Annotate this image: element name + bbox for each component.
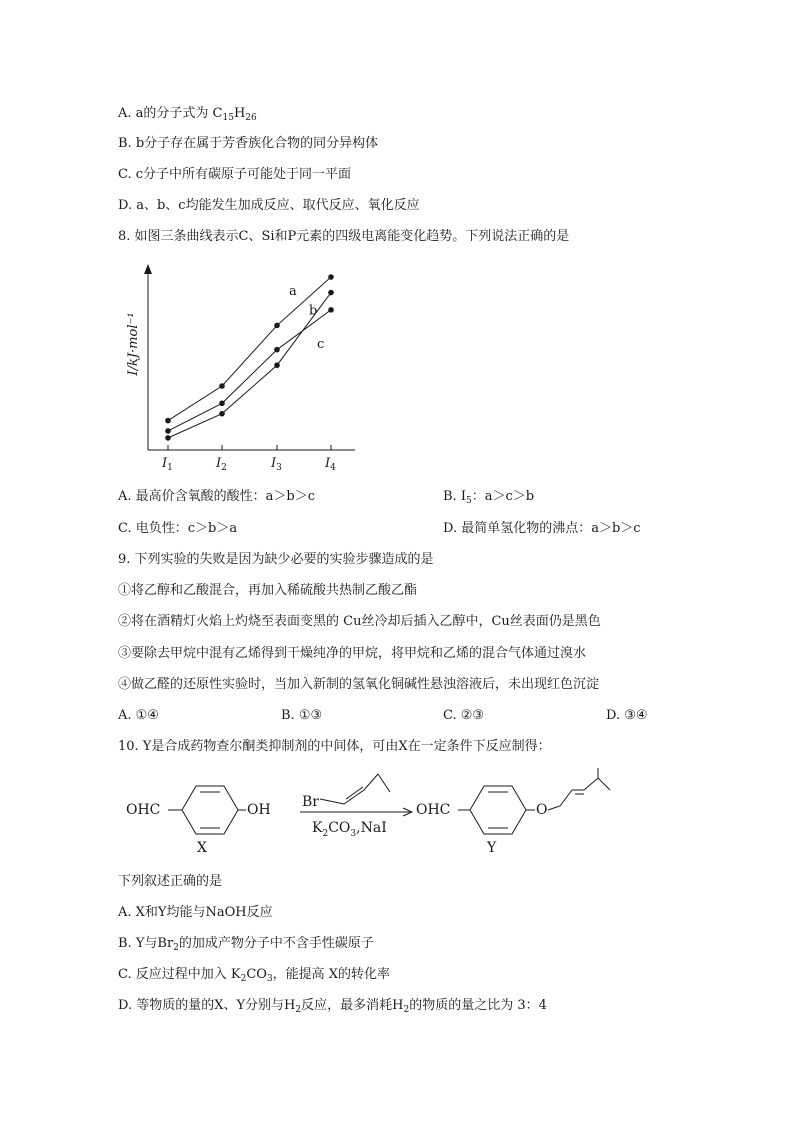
q9-option-d: D. ③④ bbox=[606, 708, 648, 723]
q9-option-c: C. ②③ bbox=[443, 708, 485, 723]
series-line-c bbox=[168, 310, 331, 431]
y-benzene-ring bbox=[470, 786, 526, 834]
data-point-a bbox=[219, 383, 225, 389]
x-tick-label: $I_3$ bbox=[271, 456, 282, 472]
data-point-c bbox=[274, 347, 280, 353]
q9-item-2: ②将在酒精灯火焰上灼烧至表面变黑的 Cu丝冷却后插入乙醇中，Cu丝表面仍是黑色 bbox=[118, 614, 601, 629]
q7-option-c: C. c分子中所有碳原子可能处于同一平面 bbox=[118, 167, 352, 182]
q7-option-b: B. b分子存在属于芳香族化合物的同分异构体 bbox=[118, 136, 379, 151]
data-point-c bbox=[219, 400, 225, 406]
y-prenyl-chain bbox=[548, 768, 610, 810]
data-point-b bbox=[328, 290, 334, 296]
reaction-scheme bbox=[120, 766, 630, 856]
x-tick-label: $I_4$ bbox=[325, 456, 336, 472]
y-label: Y bbox=[487, 840, 497, 856]
ionization-energy-chart bbox=[110, 262, 370, 472]
q10-prompt: 下列叙述正确的是 bbox=[118, 874, 223, 889]
q10-stem: 10. Y是合成药物查尔酮类抑制剂的中间体，可由X在一定条件下反应制得： bbox=[118, 739, 551, 754]
prenyl-chain bbox=[320, 774, 390, 804]
reagent-bromide-label: Br bbox=[302, 794, 319, 810]
data-point-a bbox=[274, 323, 280, 329]
q9-option-a: A. ①④ bbox=[118, 708, 159, 723]
series-line-b bbox=[168, 293, 331, 438]
q9-option-b: B. ①③ bbox=[281, 708, 323, 723]
data-point-a bbox=[165, 418, 171, 424]
q8-option-b: B. $I_5$：a＞c＞b bbox=[443, 489, 535, 506]
q8-stem: 8. 如图三条曲线表示C、Si和P元素的四级电离能变化趋势。下列说法正确的是 bbox=[118, 229, 570, 244]
x-hydroxyl-label: OH bbox=[247, 802, 271, 818]
y-aldehyde-label: OHC bbox=[416, 802, 451, 818]
q8-option-a: A. 最高价含氧酸的酸性：a＞b＞c bbox=[118, 489, 316, 504]
q9-stem: 9. 下列实验的失败是因为缺少必要的实验步骤造成的是 bbox=[118, 552, 434, 567]
data-point-c bbox=[328, 307, 334, 313]
q9-item-3: ③要除去甲烷中混有乙烯得到干燥纯净的甲烷，将甲烷和乙烯的混合气体通过溴水 bbox=[118, 646, 587, 661]
y-axis-label: I/kJ·mol⁻¹ bbox=[126, 312, 141, 376]
series-label-b: b bbox=[309, 303, 318, 319]
series-label-a: a bbox=[289, 284, 297, 299]
q8-option-c: C. 电负性：c＞b＞a bbox=[118, 521, 238, 536]
q7-option-a: A. a的分子式为 $C_{15}H_{26}$ bbox=[118, 106, 257, 123]
q10-option-b: B. Y与$Br_2$的加成产物分子中不含手性碳原子 bbox=[118, 936, 374, 953]
reagent-conditions: $K_2CO_3,NaI$ bbox=[312, 820, 387, 839]
q9-item-4: ④做乙醛的还原性实验时，当加入新制的氢氧化铜碱性悬浊溶液后，未出现红色沉淀 bbox=[118, 677, 600, 692]
data-point-b bbox=[274, 362, 280, 368]
data-point-b bbox=[165, 435, 171, 441]
q10-option-a: A. X和Y均能与NaOH反应 bbox=[118, 905, 273, 920]
series-line-a bbox=[168, 277, 331, 421]
q10-option-c: C. 反应过程中加入 $K_2CO_3$，能提高 X的转化率 bbox=[118, 967, 391, 984]
data-point-a bbox=[328, 274, 334, 280]
x-aldehyde-label: OHC bbox=[126, 802, 161, 818]
y-ether-oxygen: O bbox=[536, 802, 548, 818]
q7-option-d: D. a、b、c均能发生加成反应、取代反应、氧化反应 bbox=[118, 198, 420, 213]
y-axis bbox=[144, 264, 152, 450]
q10-option-d: D. 等物质的量的X、Y分别与$H_2$反应，最多消耗$H_2$的物质的量之比为 3：4 bbox=[118, 998, 547, 1015]
q8-option-d: D. 最简单氢化物的沸点：a＞b＞c bbox=[443, 521, 641, 536]
data-point-c bbox=[165, 428, 171, 434]
x-tick-label: $I_2$ bbox=[216, 456, 227, 472]
series-label-c: c bbox=[317, 336, 325, 352]
x-tick-label: $I_1$ bbox=[162, 456, 173, 472]
q9-item-1: ①将乙醇和乙酸混合，再加入稀硫酸共热制乙酸乙酯 bbox=[118, 583, 418, 598]
data-point-b bbox=[219, 411, 225, 417]
x-label: X bbox=[197, 840, 207, 856]
x-benzene-ring bbox=[182, 786, 238, 834]
